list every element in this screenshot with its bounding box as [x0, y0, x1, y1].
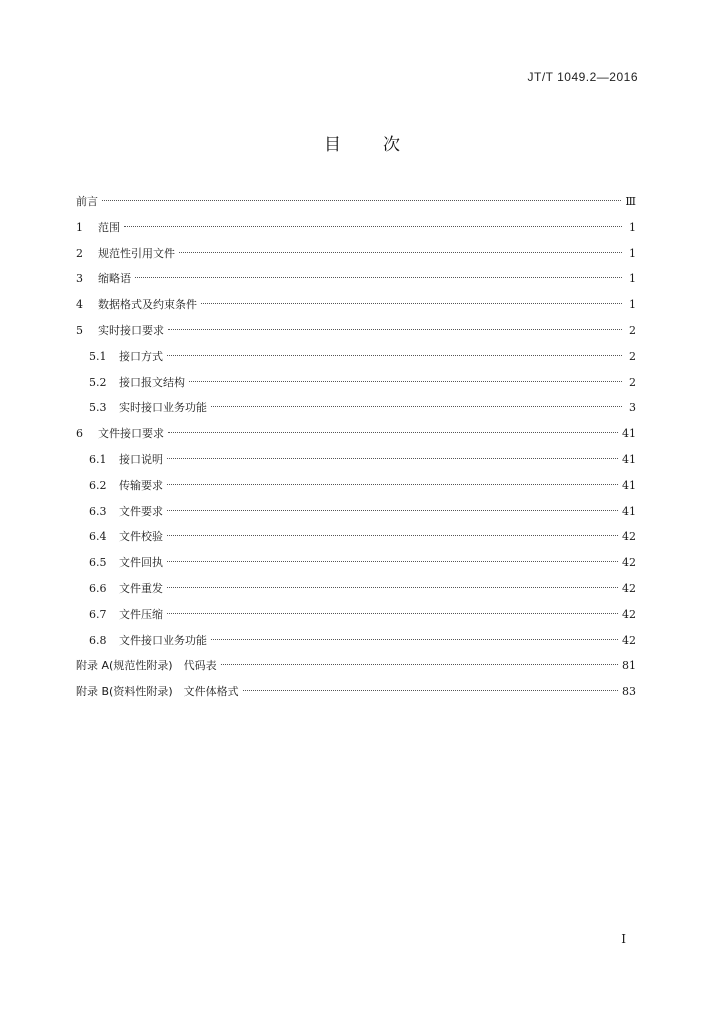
toc-entry[interactable]: [76, 628, 636, 654]
toc-entry[interactable]: [76, 653, 636, 679]
toc-entry-title: 文件接口要求: [98, 427, 164, 441]
toc-entry[interactable]: [76, 189, 636, 215]
toc-entry-number: 6.7: [89, 607, 107, 621]
toc-entry[interactable]: [76, 473, 636, 499]
toc-entry-page: 41: [622, 478, 636, 492]
toc-dot-leader: [168, 432, 618, 433]
toc-entry-page: Ⅲ: [625, 195, 636, 208]
toc-dot-leader: [211, 406, 622, 407]
toc-entry[interactable]: [76, 576, 636, 602]
toc-dot-leader: [167, 535, 618, 536]
toc-entry[interactable]: [76, 602, 636, 628]
toc-entry[interactable]: [76, 679, 636, 705]
toc-entry-title: 范围: [98, 220, 120, 234]
toc-dot-leader: [211, 639, 618, 640]
toc-entry-number: 6: [76, 427, 83, 441]
toc-entry-title: 缩略语: [98, 272, 131, 286]
toc-dot-leader: [221, 664, 618, 665]
toc-entry-title: 文件要求: [119, 504, 163, 518]
toc-entry-page: 41: [622, 427, 636, 441]
toc-entry[interactable]: [76, 266, 636, 292]
toc-dot-leader: [201, 303, 622, 304]
toc-entry-number: 6.4: [89, 530, 107, 544]
toc-entry-title: 文件接口业务功能: [119, 633, 207, 647]
standard-code: JT/T 1049.2—2016: [527, 70, 638, 84]
toc-entry-number: 2: [76, 246, 83, 260]
toc-entry[interactable]: [76, 421, 636, 447]
toc-entry-page: 81: [622, 659, 636, 673]
toc-entry[interactable]: [76, 370, 636, 396]
toc-dot-leader: [135, 277, 622, 278]
toc-entry-page: 42: [622, 581, 636, 595]
toc-entry[interactable]: [76, 344, 636, 370]
toc-dot-leader: [167, 613, 618, 614]
toc-dot-leader: [167, 510, 618, 511]
toc-entry-page: 42: [622, 556, 636, 570]
toc-entry-number: 6.8: [89, 633, 107, 647]
toc-entry-page: 3: [629, 401, 636, 415]
toc-entry-title: 规范性引用文件: [98, 246, 175, 260]
toc-dot-leader: [167, 484, 618, 485]
toc-entry-title: 实时接口业务功能: [119, 401, 207, 415]
toc-dot-leader: [243, 690, 618, 691]
toc-entry-number: 1: [76, 220, 83, 234]
page-title: [0, 130, 724, 155]
toc-entry-title: 实时接口要求: [98, 323, 164, 337]
toc-entry-number: 5.2: [89, 375, 107, 389]
toc-entry[interactable]: [76, 215, 636, 241]
toc-entry[interactable]: [76, 524, 636, 550]
toc-entry[interactable]: [76, 447, 636, 473]
table-of-contents: [76, 189, 636, 705]
toc-dot-leader: [102, 200, 621, 201]
toc-dot-leader: [189, 381, 622, 382]
toc-entry-title: 文件压缩: [119, 607, 163, 621]
toc-entry-title: 接口报文结构: [119, 375, 185, 389]
toc-entry-title: 接口说明: [119, 452, 163, 466]
toc-entry-number: 6.2: [89, 478, 107, 492]
toc-entry-page: 83: [622, 685, 636, 699]
toc-entry-page: 2: [629, 375, 636, 389]
toc-entry[interactable]: [76, 318, 636, 344]
toc-entry-page: 41: [622, 504, 636, 518]
toc-entry-number: 6.6: [89, 581, 107, 595]
title-part-1: 目: [324, 135, 341, 155]
toc-entry-number: 3: [76, 272, 83, 286]
toc-entry[interactable]: [76, 241, 636, 267]
toc-entry[interactable]: [76, 550, 636, 576]
toc-entry-title: 数据格式及约束条件: [98, 298, 197, 312]
toc-entry[interactable]: [76, 292, 636, 318]
toc-entry-number: 5: [76, 323, 83, 337]
toc-entry-page: 1: [629, 272, 636, 286]
toc-entry-page: 42: [622, 633, 636, 647]
toc-entry-page: 42: [622, 607, 636, 621]
toc-entry-title: 传输要求: [119, 478, 163, 492]
toc-entry-page: 1: [629, 298, 636, 312]
toc-dot-leader: [168, 329, 622, 330]
toc-entry-number: 4: [76, 298, 83, 312]
page-number: Ⅰ: [621, 932, 626, 946]
toc-entry[interactable]: [76, 499, 636, 525]
toc-entry-title: 前言: [76, 195, 98, 208]
toc-entry-number: 5.1: [89, 349, 107, 363]
toc-dot-leader: [179, 252, 622, 253]
toc-entry-page: 1: [629, 246, 636, 260]
toc-dot-leader: [167, 561, 618, 562]
toc-entry-title: 附录 B(资料性附录) 文件体格式: [76, 685, 239, 699]
toc-entry-title: 文件回执: [119, 556, 163, 570]
toc-entry-number: 5.3: [89, 401, 107, 415]
toc-entry-page: 2: [629, 349, 636, 363]
toc-entry-title: 附录 A(规范性附录) 代码表: [76, 659, 217, 673]
toc-dot-leader: [167, 458, 618, 459]
title-part-2: 次: [383, 135, 400, 155]
toc-entry-page: 42: [622, 530, 636, 544]
toc-entry-title: 文件校验: [119, 530, 163, 544]
toc-dot-leader: [167, 587, 618, 588]
toc-entry-page: 41: [622, 452, 636, 466]
toc-entry-page: 1: [629, 220, 636, 234]
toc-entry[interactable]: [76, 395, 636, 421]
toc-entry-number: 6.1: [89, 452, 107, 466]
toc-entry-title: 文件重发: [119, 581, 163, 595]
toc-entry-title: 接口方式: [119, 349, 163, 363]
toc-entry-number: 6.5: [89, 556, 107, 570]
toc-dot-leader: [167, 355, 622, 356]
toc-dot-leader: [124, 226, 622, 227]
toc-entry-number: 6.3: [89, 504, 107, 518]
toc-entry-page: 2: [629, 323, 636, 337]
